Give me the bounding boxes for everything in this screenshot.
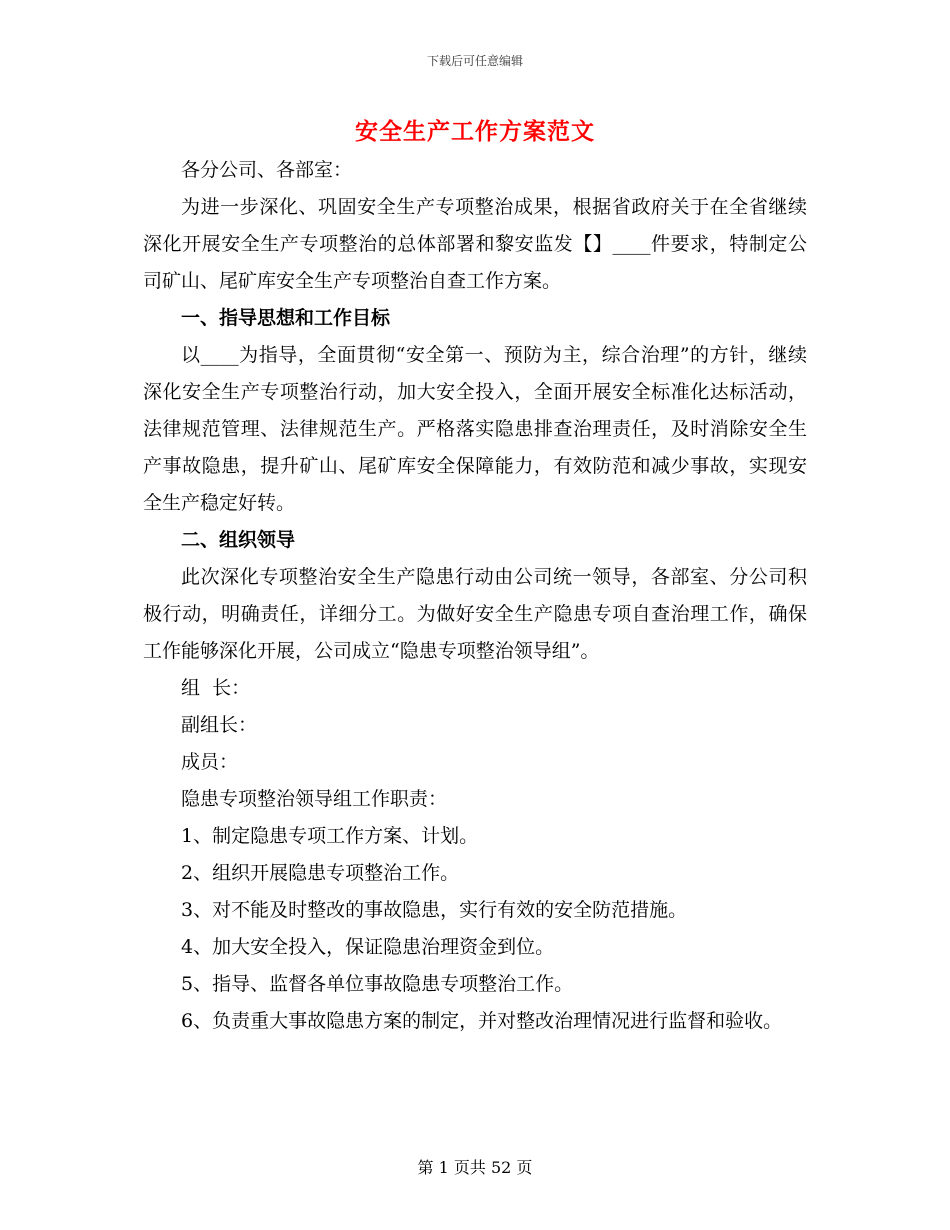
duty-item: 1、制定隐患专项工作方案、计划。	[181, 825, 479, 847]
document-title: 安全生产工作方案范文	[355, 118, 595, 145]
header-note: 下载后可任意编辑	[426, 54, 523, 68]
duty-item: 6、负责重大事故隐患方案的制定，并对整改治理情况进行监督和验收。	[181, 1010, 783, 1032]
members-line: 成员：	[181, 751, 239, 773]
section2-paragraph: 此次深化专项整治安全生产隐患行动由公司统一领导，各部室、分公司积极行动，明确责任，详细分工。为做好安全生产隐患专项自查治理工作，确保工作能够深化开展，公司成立“隐患专项整治领导组”。	[143, 566, 807, 662]
deputy-leader-line: 副组长：	[181, 714, 258, 736]
duty-item: 5、指导、监督各单位事故隐患专项整治工作。	[181, 973, 574, 995]
intro-paragraph: 为进一步深化、巩固安全生产专项整治成果，根据省政府关于在全省继续深化开展安全生产专项整治的总体部署和黎安监发【】____件要求，特制定公司矿山、尾矿库安全生产专项整治自查工作方案。	[143, 196, 807, 292]
section1-heading: 一、指导思想和工作目标	[181, 307, 391, 329]
page-footer: 第 1 页共 52 页	[417, 1158, 533, 1177]
duties-heading: 隐患专项整治领导组工作职责：	[181, 788, 448, 810]
salutation: 各分公司、各部室：	[181, 159, 353, 181]
document-body	[143, 152, 807, 1040]
duty-item: 3、对不能及时整改的事故隐患，实行有效的安全防范措施。	[181, 899, 688, 921]
section2-heading: 二、组织领导	[181, 529, 296, 551]
duty-item: 4、加大安全投入，保证隐患治理资金到位。	[181, 936, 555, 958]
duty-item: 2、组织开展隐患专项整治工作。	[181, 862, 460, 884]
leader-line: 组 长：	[181, 677, 251, 699]
section1-paragraph: 以____为指导，全面贯彻“安全第一、预防为主，综合治理”的方针，继续深化安全生产专项整治行动，加大安全投入，全面开展安全标准化达标活动，法律规范管理、法律规范生产。严格落实隐患排查治理责任，及时消除安全生产事故隐患，提升矿山、尾矿库安全保障能力，有效防范和减少事故，实现安全生产稳定好转。	[143, 344, 807, 514]
